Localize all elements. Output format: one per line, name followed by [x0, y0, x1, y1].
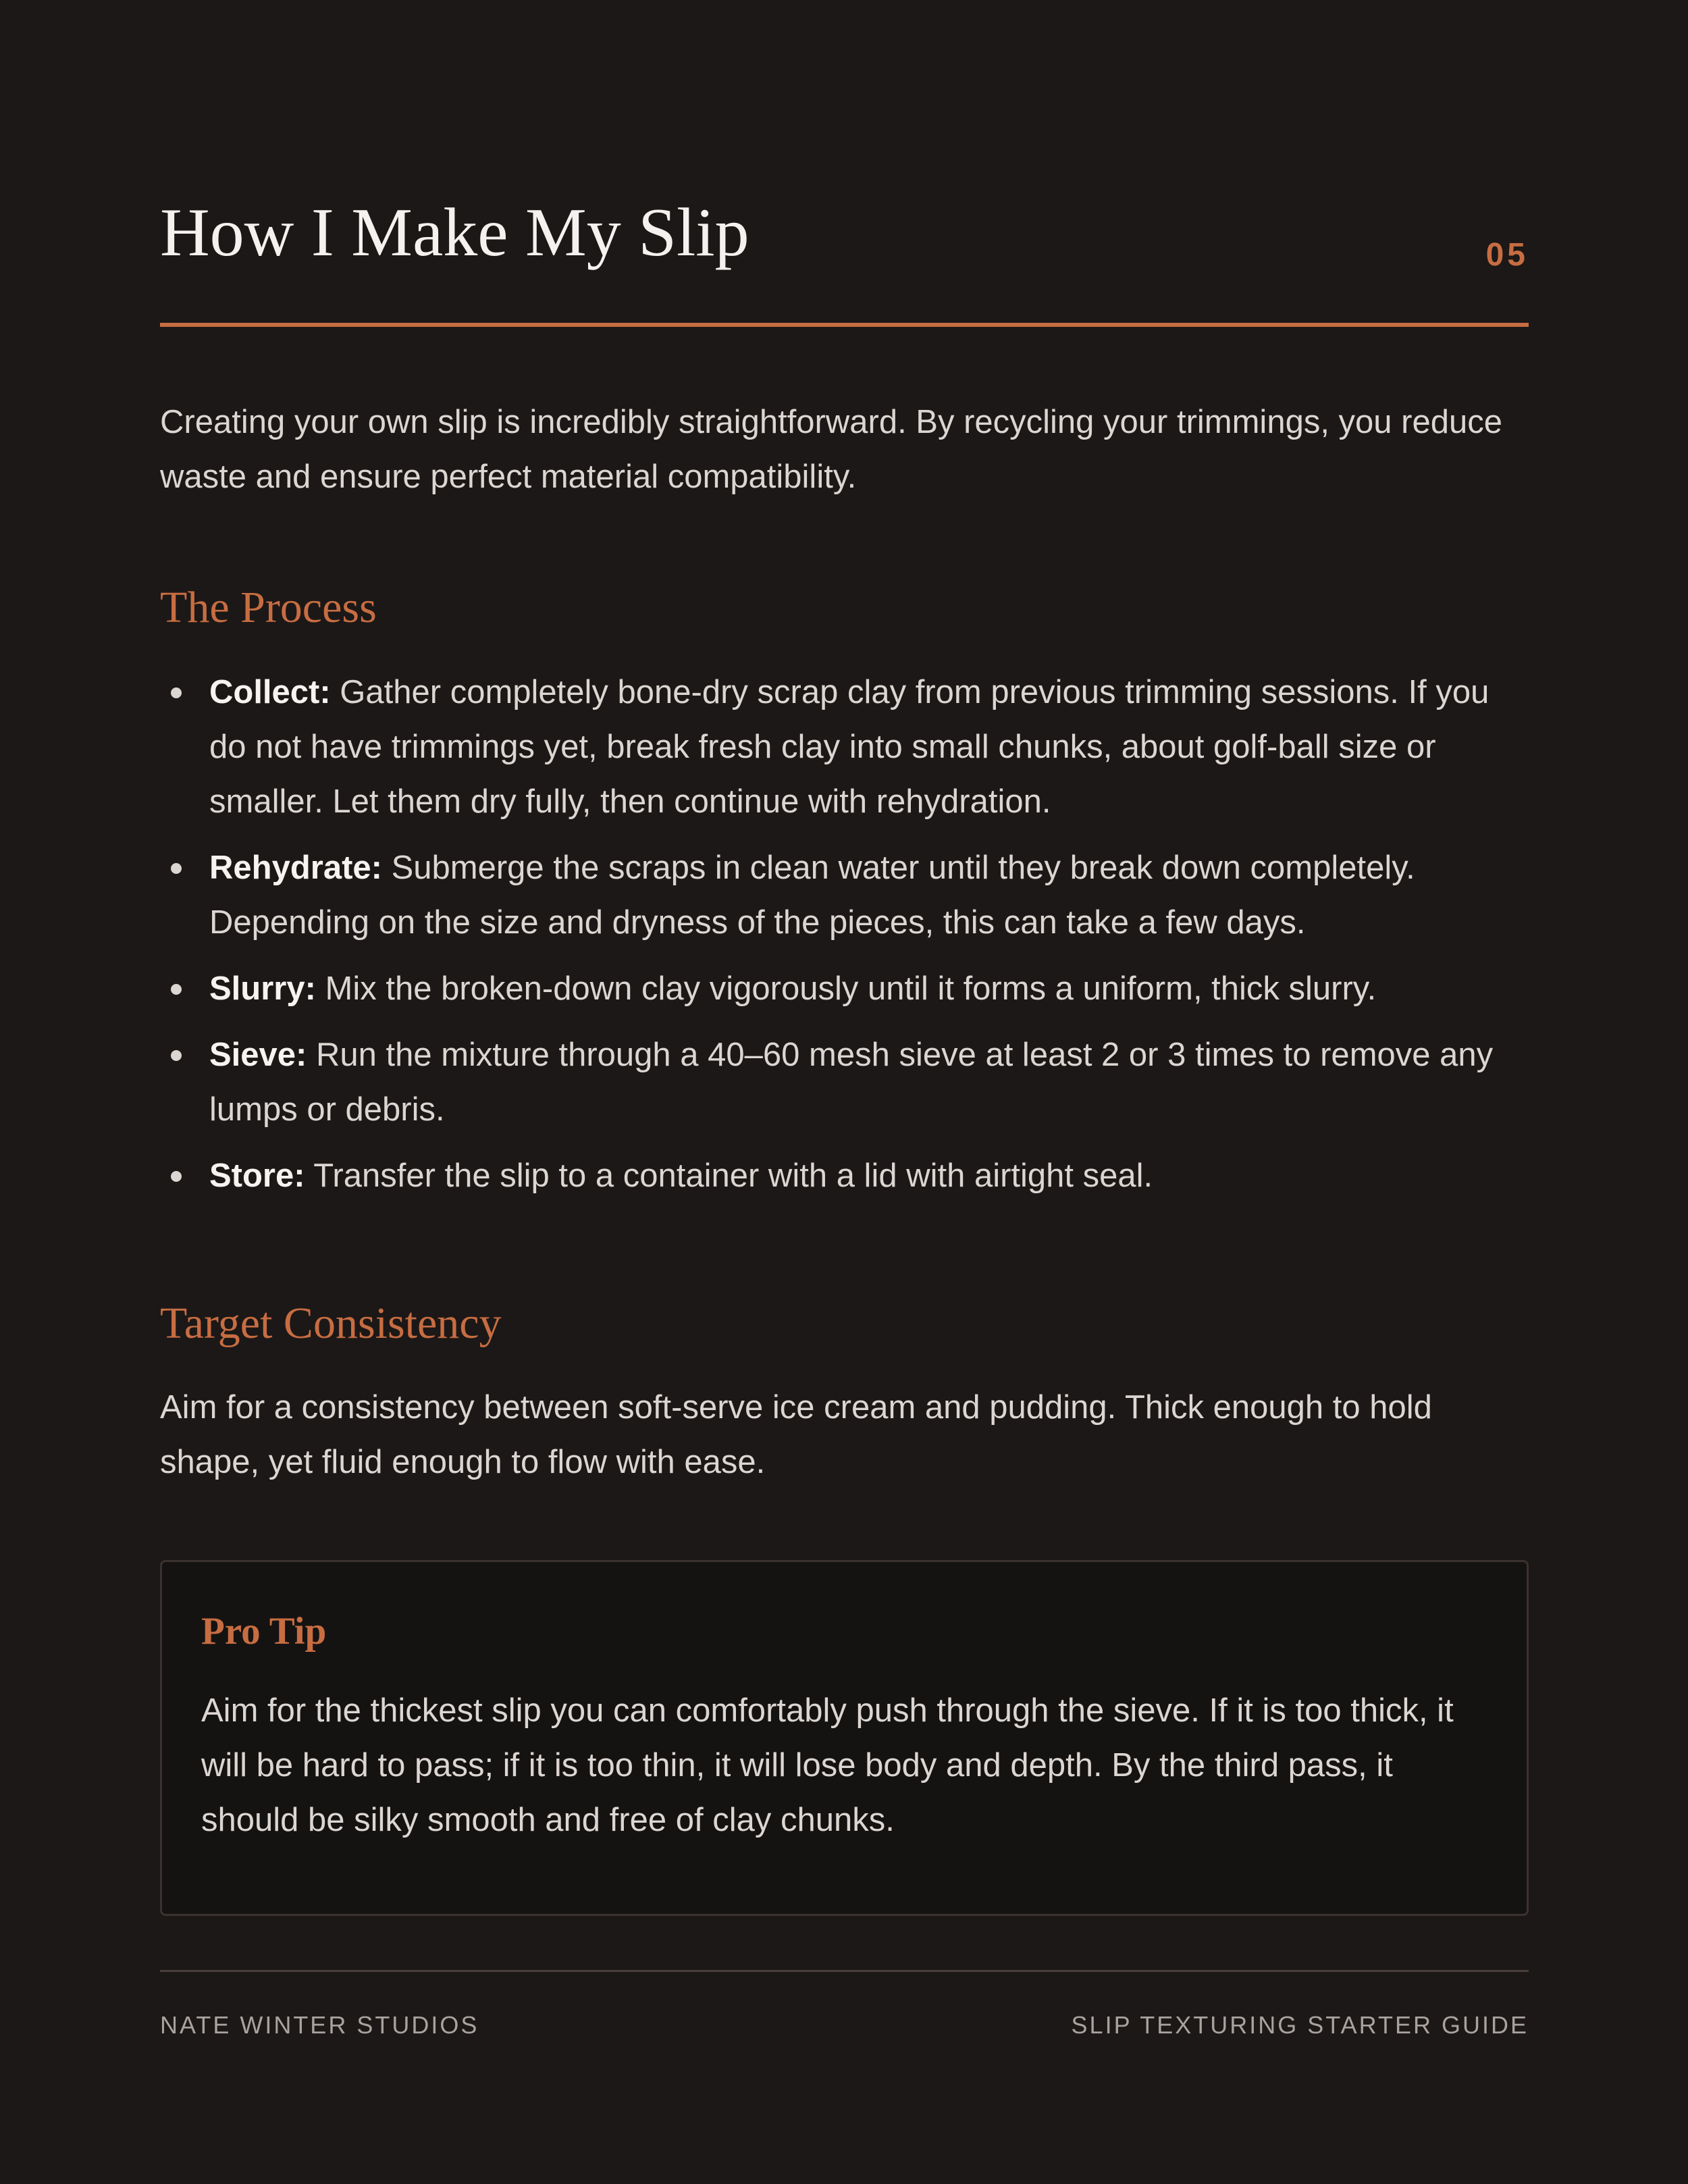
step-label: Slurry:: [209, 970, 316, 1007]
process-step-slurry: [160, 962, 1529, 1016]
pro-tip-text: Aim for the thickest slip you can comfortably push through the sieve. If it is too thick, it will be hard to pass; if it is too thin, it will lose body and depth. By the third pass, it should be silky smooth and free of clay chunks.: [201, 1692, 1454, 1838]
footer-divider: [160, 1970, 1529, 1972]
step-text: Mix the broken-down clay vigorously until it forms a uniform, thick slurry.: [315, 970, 1377, 1007]
step-text: Submerge the scraps in clean water until they break down completely. Depending on the size and dryness of the pieces, this can take a few days.: [209, 850, 1415, 941]
bullet-icon: [171, 687, 182, 698]
step-text: Gather completely bone-dry scrap clay from previous trimming sessions. If you do not have trimmings yet, break fresh clay into small chunks, about golf-ball size or smaller. Let them dry fully, then continue with rehydration.: [209, 674, 1489, 820]
intro-paragraph: Creating your own slip is incredibly straightforward. By recycling your trimmings, you reduce waste and ensure perfect material compatibility.: [160, 404, 1502, 495]
bullet-icon: [171, 1171, 182, 1182]
pro-tip-title: Pro Tip: [201, 1610, 327, 1653]
target-consistency-heading: Target Consistency: [160, 1299, 502, 1348]
step-label: Rehydrate:: [209, 850, 382, 886]
process-step-rehydrate: [160, 841, 1529, 950]
bullet-icon: [171, 984, 182, 995]
page-header: [160, 189, 1529, 328]
footer-studio-name: NATE WINTER STUDIOS: [160, 2011, 479, 2039]
process-steps-list: [160, 665, 1529, 1215]
step-text: Transfer the slip to a container with a lid with airtight seal.: [305, 1158, 1153, 1194]
step-label: Collect:: [209, 674, 331, 710]
pro-tip-callout: [160, 1560, 1529, 1916]
guide-page: [160, 0, 1529, 2184]
step-label: Store:: [209, 1158, 305, 1194]
process-heading: The Process: [160, 583, 377, 632]
bullet-icon: [171, 1050, 182, 1061]
process-step-collect: [160, 665, 1529, 829]
step-text: Run the mixture through a 40–60 mesh sieve at least 2 or 3 times to remove any lumps or debris.: [209, 1037, 1494, 1128]
page-title: How I Make My Slip: [160, 194, 749, 271]
bullet-icon: [171, 863, 182, 874]
process-step-sieve: [160, 1028, 1529, 1137]
footer-guide-title: SLIP TEXTURING STARTER GUIDE: [1071, 2011, 1529, 2039]
process-step-store: [160, 1149, 1529, 1203]
step-label: Sieve:: [209, 1037, 307, 1073]
target-consistency-paragraph: Aim for a consistency between soft-serve ice cream and pudding. Thick enough to hold shape, yet fluid enough to flow with ease.: [160, 1389, 1432, 1480]
header-divider: [160, 323, 1529, 327]
page-number: 05: [1485, 237, 1529, 273]
